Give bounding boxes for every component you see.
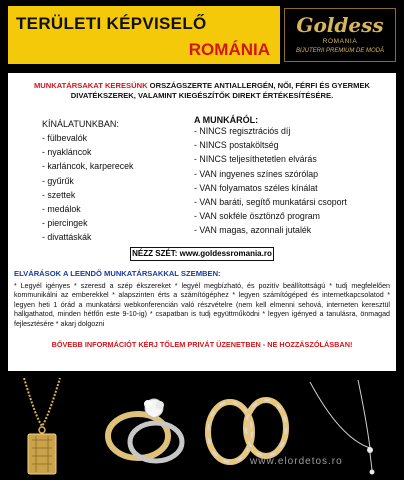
logo-brand: Goldess	[296, 13, 384, 37]
intro-text	[14, 81, 390, 101]
list-item: - VAN baráti, segítő munkatársi csoport	[194, 196, 347, 207]
list-item: - NINCS regisztrációs díj	[194, 126, 291, 136]
ring-pair-image	[98, 388, 194, 468]
website-link[interactable]: NÉZZ SZÉT: www.goldessromania.ro	[130, 247, 274, 261]
goldess-logo	[284, 8, 396, 62]
list-item: - NINCS postaköltség	[194, 140, 279, 151]
list-item: - szettek	[42, 189, 76, 200]
list-item: - divattáskák	[42, 232, 92, 243]
watermark-text: www.elordetos.ro	[250, 456, 343, 467]
list-item: - piercingek	[42, 218, 88, 229]
list-item: - VAN magas, azonnali jutalék	[194, 225, 312, 236]
list-item: - NINCS teljesíthetetlen elvárás	[194, 154, 317, 165]
list-item: - gyűrűk	[42, 175, 74, 186]
logo-country: ROMANIA	[322, 38, 358, 45]
list-item: - medálok	[42, 203, 81, 214]
header-banner	[8, 6, 280, 64]
offer-list	[42, 133, 133, 247]
requirements-text: * Legyél igényes * szeresd a szép ékszereket * legyél megbízható, és pozitív beállítottságú * tudj megfelelően kommunikálni az emberekkel * alapszinten érts a számítógéphez * legyen számítógéped és internetkapcsolatod * legyen heti 1 órád a munkatársi webkonferencián való részvételre (nem kell elmenni sehová, interneten keresztül hallgathatod, minden hétfőn este 9-10-ig) * csapatban is tudj együttműködni * legyen igényed a tanulásra, önmagad fejlesztésére * akarj dolgozni	[14, 282, 390, 328]
logo-tagline: BIJUTERII PREMIUM DE MODĂ	[295, 48, 384, 54]
list-item: - VAN ingyenes színes szórólap	[194, 168, 319, 179]
page-title: TERÜLETI KÉPVISELŐ	[16, 14, 207, 33]
list-item: - fülbevalók	[42, 133, 87, 143]
list-item: - karláncok, karperecek	[42, 161, 134, 172]
intro-highlight: MUNKATÁRSAKAT KERESÜNK	[33, 81, 148, 90]
about-list	[194, 126, 347, 240]
about-heading: A MUNKÁRÓL:	[194, 115, 259, 125]
requirements-title: ELVÁRÁSOK A LEENDŐ MUNKATÁRSAKKAL SZEMBEN:	[14, 269, 221, 278]
content-panel	[8, 73, 396, 371]
list-item: - VAN sokféle ösztönző program	[194, 211, 320, 222]
intro-body: ORSZÁGSZERTE ANTIALLERGÉN, NŐI, FÉRFI ÉS GYERMEK DIVATÉKSZEREK, VALAMINT KIEGÉSZÍTŐK DIREKT ÉRTÉKESÍTÉSÉRE.	[70, 81, 371, 100]
list-item: - VAN folyamatos széles kínálat	[194, 182, 318, 193]
more-info-text: BŐVEBB INFORMÁCIÓT KÉRJ TŐLEM PRIVÁT ÜZENETBEN - NE HOZZÁSZÓLÁSBAN!	[51, 340, 353, 349]
country-label: ROMÁNIA	[188, 40, 270, 59]
list-item: - nyakláncok	[42, 147, 92, 158]
pendant-necklace-image	[4, 378, 82, 478]
offer-heading: KÍNÁLATUNKBAN:	[42, 119, 119, 129]
